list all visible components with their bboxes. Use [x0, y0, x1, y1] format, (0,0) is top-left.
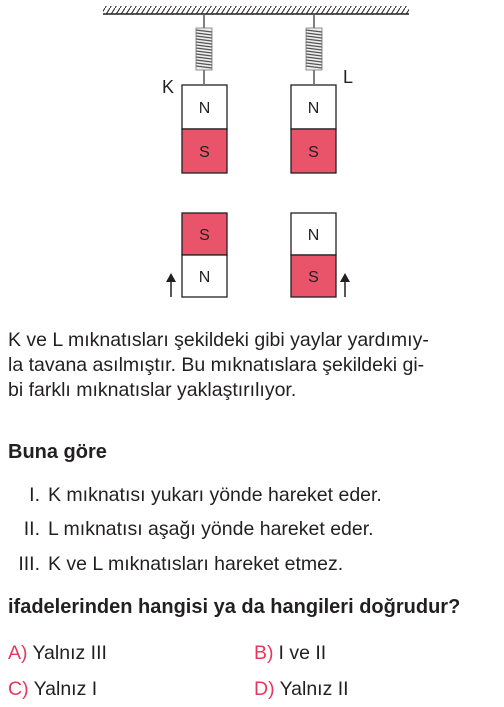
- statement-2: [0, 516, 374, 542]
- stem-line: la tavana asılmıştır. Bu mıknatıslara şekildeki gi-: [8, 354, 425, 376]
- label-k: K: [162, 77, 175, 97]
- choice-c[interactable]: [8, 676, 97, 702]
- pole-label: N: [307, 100, 320, 117]
- pole-label: S: [308, 269, 319, 286]
- ceiling: [103, 6, 409, 14]
- choice-d[interactable]: [254, 676, 349, 702]
- statement-3: [0, 551, 343, 577]
- choice-letter: B): [254, 642, 274, 664]
- arrow-up-icon: [340, 273, 350, 297]
- choice-letter: A): [8, 642, 28, 664]
- choice-text: Yalnız III: [32, 642, 107, 664]
- statement-number: III.: [18, 553, 40, 575]
- statement-text: K ve L mıknatısları hareket etmez.: [48, 553, 344, 575]
- choice-b[interactable]: [254, 640, 326, 666]
- magnet-k-approach: [182, 213, 227, 297]
- choice-text: Yalnız I: [33, 678, 98, 700]
- question-lead: Buna göre: [8, 441, 107, 463]
- statement-number: II.: [23, 518, 40, 540]
- pole-label: N: [307, 227, 320, 244]
- choice-a[interactable]: [8, 640, 107, 666]
- choice-letter: D): [254, 678, 275, 700]
- pole-label: S: [308, 144, 319, 161]
- choice-text: I ve II: [278, 642, 327, 664]
- stem-line: K ve L mıknatısları şekildeki gibi yaylar yardımıy-: [8, 329, 429, 351]
- statement-number: I.: [29, 484, 40, 506]
- spring-k: [196, 14, 212, 84]
- choice-text: Yalnız II: [279, 678, 349, 700]
- arrow-up-icon: [166, 273, 176, 297]
- pole-label: N: [198, 269, 211, 286]
- magnet-l-approach: [291, 213, 336, 297]
- statement-text: L mıknatısı aşağı yönde hareket eder.: [48, 518, 374, 540]
- magnet-figure: [0, 0, 504, 312]
- magnet-k-hung: [182, 85, 227, 173]
- magnet-l-hung: [291, 85, 336, 173]
- statement-text: K mıknatısı yukarı yönde hareket eder.: [48, 484, 382, 506]
- statement-1: [0, 482, 382, 508]
- question-prompt: ifadelerinden hangisi ya da hangileri doğrudur?: [8, 596, 461, 618]
- pole-label: S: [199, 227, 210, 244]
- pole-label: S: [199, 144, 210, 161]
- choice-letter: C): [8, 678, 29, 700]
- question-stem: [8, 328, 498, 403]
- stem-line: bi farklı mıknatıslar yaklaştırılıyor.: [8, 379, 297, 401]
- pole-label: N: [198, 100, 211, 117]
- spring-l: [306, 14, 322, 84]
- label-l: L: [343, 67, 354, 87]
